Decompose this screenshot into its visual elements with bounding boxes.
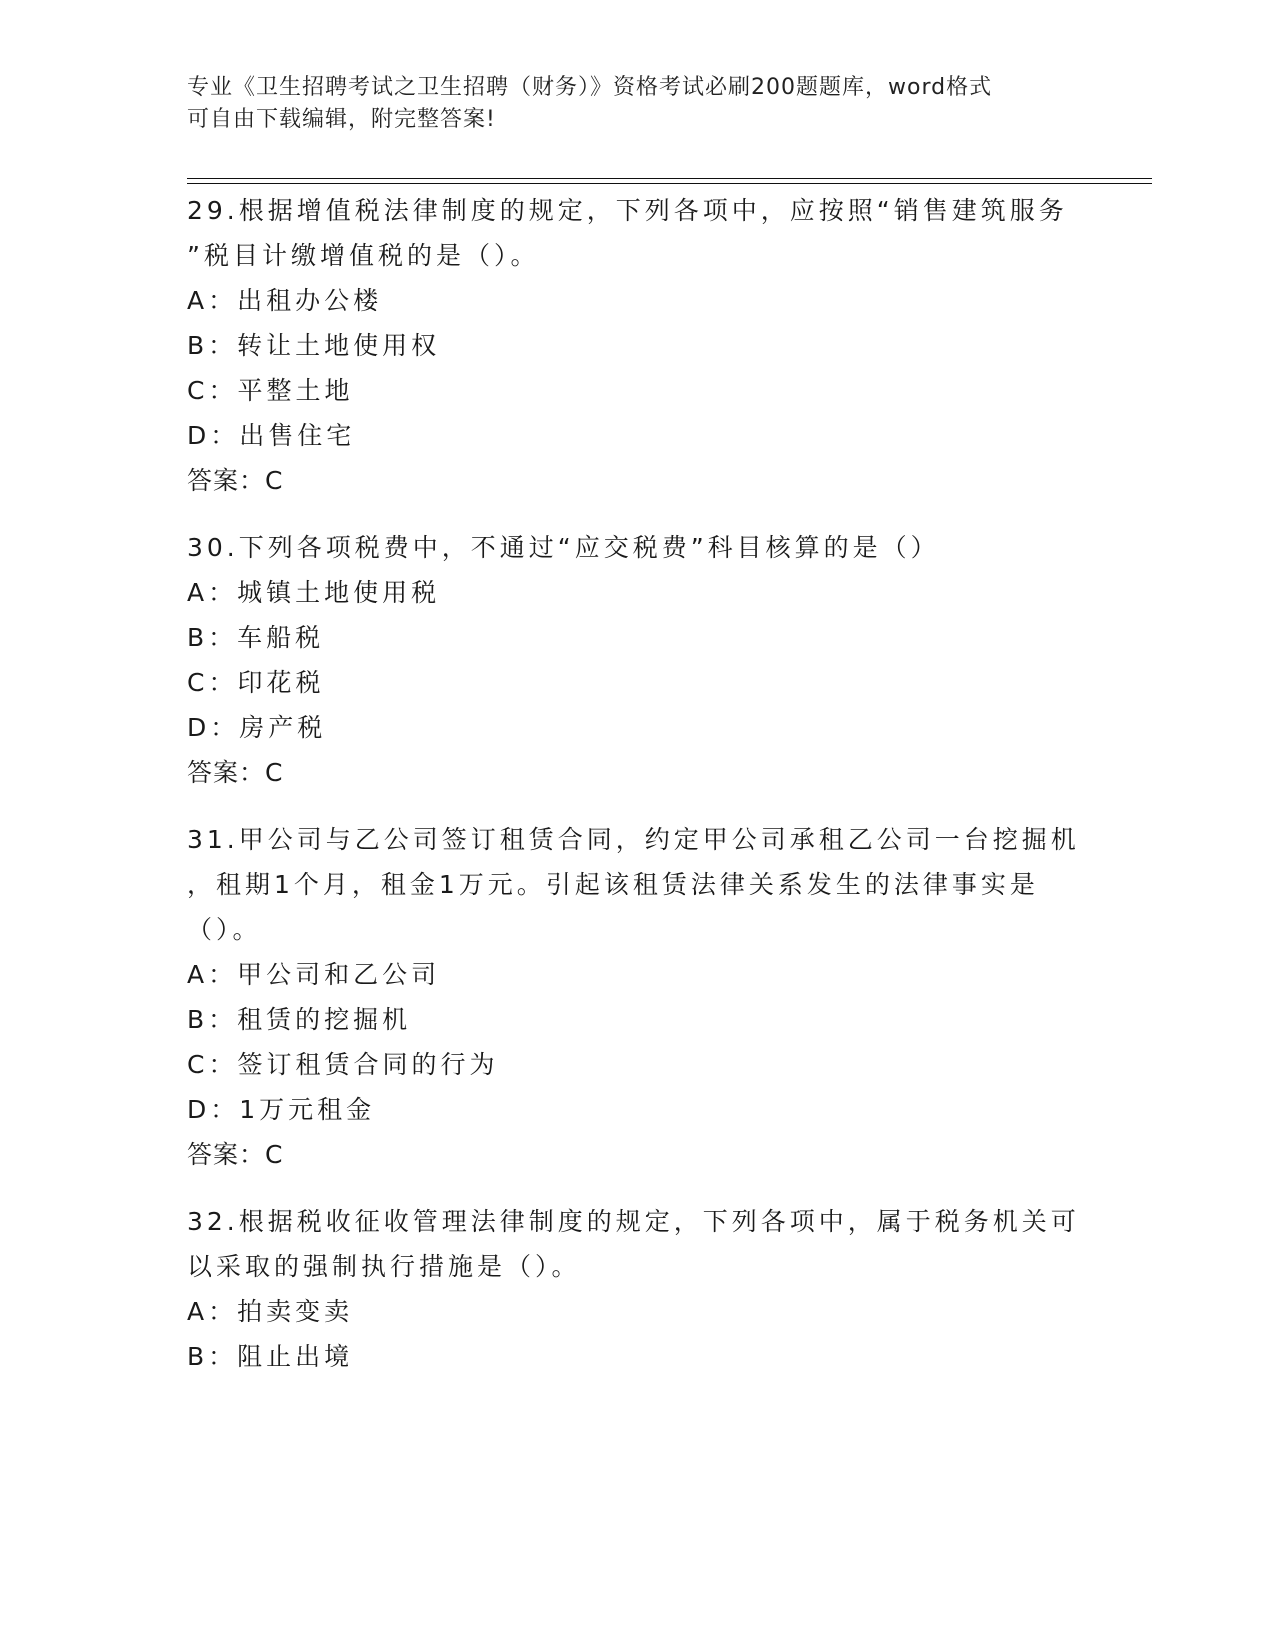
- question-stem: 31.甲公司与乙公司签订租赁合同，约定甲公司承租乙公司一台挖掘机: [187, 825, 1080, 854]
- option-a: A：城镇土地使用税: [187, 578, 441, 607]
- option-b: B：阻止出境: [187, 1342, 354, 1371]
- option-c: C：印花税: [187, 668, 325, 697]
- question-31: [187, 817, 1087, 1177]
- document-header: [187, 72, 1067, 136]
- question-stem: 32.根据税收征收管理法律制度的规定，下列各项中，属于税务机关可: [187, 1207, 1080, 1236]
- question-stem: 29.根据增值税法律制度的规定，下列各项中，应按照“销售建筑服务: [187, 196, 1068, 225]
- option-a: A：甲公司和乙公司: [187, 960, 441, 989]
- question-list: [187, 188, 1087, 1401]
- question-30: [187, 525, 1087, 795]
- option-a: A：拍卖变卖: [187, 1297, 354, 1326]
- option-b: B：车船税: [187, 623, 325, 652]
- option-a: A：出租办公楼: [187, 286, 383, 315]
- question-stem: （）。: [187, 915, 262, 944]
- answer: 答案：C: [187, 466, 284, 495]
- question-stem: ，租期1个月，租金1万元。引起该租赁法律关系发生的法律事实是: [187, 870, 1039, 899]
- option-b: B：租赁的挖掘机: [187, 1005, 412, 1034]
- question-stem: 以采取的强制执行措施是（）。: [187, 1252, 581, 1281]
- question-29: [187, 188, 1087, 503]
- option-d: D：1万元租金: [187, 1095, 376, 1124]
- header-line: 专业《卫生招聘考试之卫生招聘（财务）》资格考试必刷200题题库，word格式: [187, 75, 993, 100]
- question-32: [187, 1199, 1087, 1379]
- question-stem: ”税目计缴增值税的是（）。: [187, 241, 540, 270]
- header-divider: [187, 183, 1152, 184]
- option-d: D：出售住宅: [187, 421, 356, 450]
- option-c: C：签订租赁合同的行为: [187, 1050, 499, 1079]
- header-line: 可自由下载编辑，附完整答案!: [187, 107, 496, 132]
- option-c: C：平整土地: [187, 376, 354, 405]
- option-b: B：转让土地使用权: [187, 331, 441, 360]
- question-stem: 30.下列各项税费中，不通过“应交税费”科目核算的是（）: [187, 533, 940, 562]
- answer: 答案：C: [187, 758, 284, 787]
- option-d: D：房产税: [187, 713, 327, 742]
- answer: 答案：C: [187, 1140, 284, 1169]
- header-divider: [187, 178, 1152, 179]
